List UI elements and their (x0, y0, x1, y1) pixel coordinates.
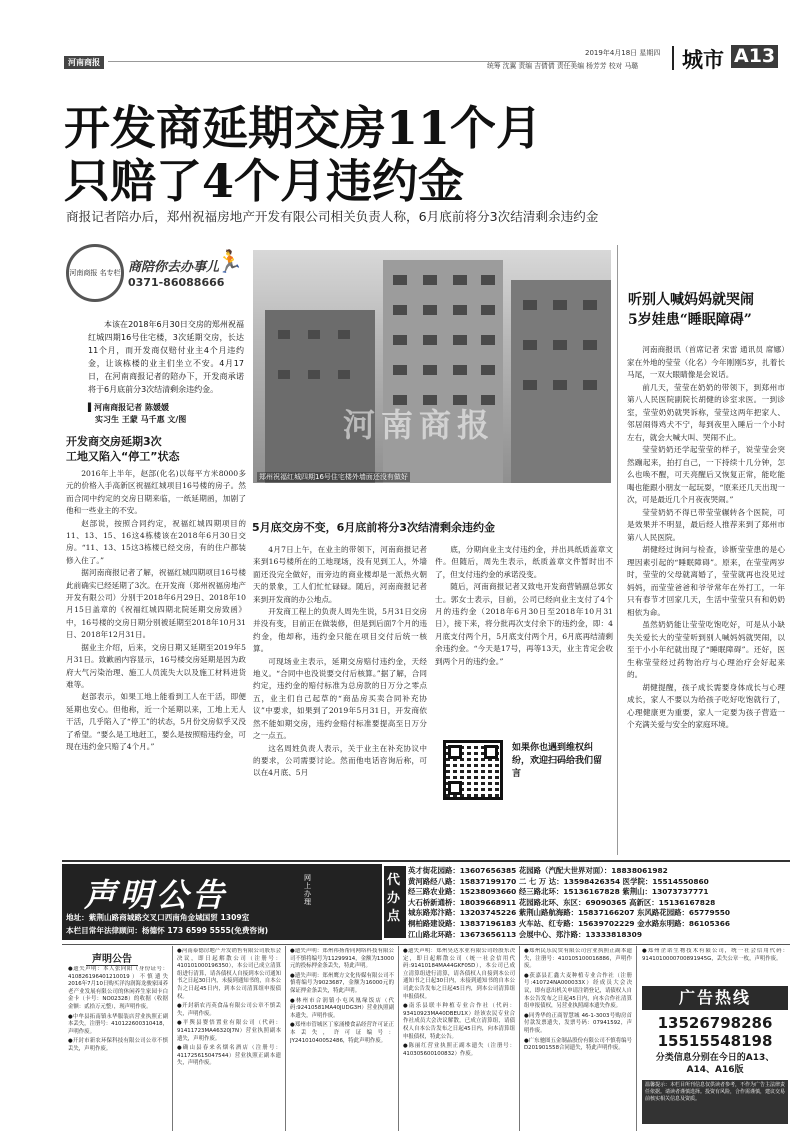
notice-item: ●中牟县拓南镇永华服装店营业执照正副本丢失，注册号：410122600310418，声明作废。 (68, 1013, 168, 1035)
agency-row: 大石桥新通桥：18039668911 花园路北环、东区：69090365 高新区：15136167828 (408, 897, 716, 907)
notice-column-5 (524, 948, 632, 1128)
notice-item: ●确山县春来名烟名酒店（注册号：411725615047544）营业执照正副本遗失，声明作废。 (177, 1045, 281, 1067)
side-headline-1: 听别人喊妈妈就哭闹 (628, 292, 754, 308)
notice-item: ●南乐县联丰种植专业合作社（代码：93410923MA40DBEU1X）经该农民专业合作社成员大会决议解散，已成立清算组，请债权人自本公告发布之日起45日内，向本清算组申报债权，特此公告。 (403, 1003, 515, 1040)
side-para: 胡健经过询问与检查，诊断莹莹患的是心理因素引起的“睡眠障碍”。原来，在莹莹两岁时，莹莹的父母就离婚了，莹莹就再也没见过妈妈，而莹莹爸爸和爷爷常年在外打工，一年只有春节才回家几天，生活中莹莹只有和奶奶相依为命。 (627, 545, 785, 617)
subhead-2: 5月底交房不变，6月底前将分3次结清剩余违约金 (252, 521, 495, 534)
body-column-2 (253, 544, 427, 842)
side-para: 莹莹奶奶不得已带莹莹辗转各个医院，可是效果并不明显，最后经人推荐来到了郑州市第八人民医院。 (627, 507, 785, 542)
side-para: 莹莹奶奶还学起莹莹的样子，说莹莹会突然蹦起来，拍打自己，一下持续十几分钟，怎么也唤不醒，可天亮醒后又恢复正常，能吃能喝也能跟小朋友一起玩耍，“原来还几天出现一次，可是最近几个月夜夜哭闹。” (627, 445, 785, 504)
banner-title: 声明公告 (84, 876, 229, 914)
agency-row: 江山路北环路：13673656113 会展中心、郑汴路：13333818309 (408, 929, 642, 939)
agency-row: 英才街花园路：13607656385 花园路（汽配大世界对面）：18838061982 (408, 866, 668, 875)
banner-sub: 网上办理 (304, 874, 311, 906)
notice-item: ●河南泰德房地产开发销售有限公司股东会决议，即日起解散公司（注册号：410101000196350），本公司已成立清算组进行清算，请各债权人自接到本公司通知书之日起30日内，未接到通知书的，自本公告之日起45日内，到本公司清算组申报债权。 (177, 948, 281, 1000)
agency-listings (408, 866, 792, 940)
agency-row: 经三路农业路：15238093660 经三路北环：15136167828 紫荆山：13073737771 (408, 887, 709, 897)
masthead-logo: 河南商报 (64, 56, 104, 69)
notice-item: ●林州市合润镇小屯风凰缘饭店（代码:92410581MA40JUDG3H）营业执照副本遗失，声明作废。 (290, 997, 394, 1019)
notice-item: ●遗失声明：本人张向阳（身份证号：410826196401210019）不慎遗失2016年7月10日购买洋沟润海龙骏家园养老产业发展有限公司的休闲养生家园卡白金卡（卡号：NO02328）的收据（收据金额：贰拾万元整），现声明作废。 (68, 966, 168, 1010)
agency-row: 黄河路经八路：15837199170 二 七 万 达：13598426354 医学院：15514550860 (408, 876, 709, 886)
header-divider (672, 46, 674, 70)
notice-item: ●郑州民乐民贸有限公司营业执照正副本遗失，注册号：410105100016886，声明作废。 (524, 948, 632, 970)
notice-item: ●郑州企诺生物技术有限公司，统一社会信用代码：9141010000700891945G，丢失公章一枚，声明作废。 (642, 948, 788, 962)
side-para: 前几天，莹莹在奶奶的带领下，到郑州市第八人民医院副院长胡健的诊室求医。一到诊室，莹莹奶奶就哭诉称，莹莹这两年把家人、邻居闹得鸡犬不宁，每到夜里入睡后一个小时左右，就会大喊大叫、哭闹不止。 (627, 382, 785, 442)
notice-item: ●开封市新农环保科技有限公司公章不慎丢失，声明作废。 (68, 1038, 168, 1052)
notice-column-4 (403, 948, 515, 1128)
notice-item: ●开封新农丙英食品有限公司公章不慎丢失，声明作废。 (177, 1003, 281, 1017)
notice-item: ●郑州市管城区丁家涌楼食品经营许可证正本丢失，许可证编号：JY24101040052486，特此声明作废。 (290, 1022, 394, 1044)
notice-banner (62, 864, 382, 940)
headline-line-2: 只赔了4个月违约金 (64, 154, 465, 208)
notice-divider (519, 946, 520, 1131)
section-name: 城市 (682, 48, 724, 72)
col1-para: 赵部说，按照合同约定，祝福红城四期项目的11、13、15、16这4栋楼该在2018年6月30日交房。“11、13、15这3栋楼已经交房，有的住户都装修入住了。” (66, 518, 246, 565)
badge-phone: 0371-86088666 (128, 276, 225, 289)
col3-para: 随后，河南商报记者又致电开发商营销副总郭女士。郭女士表示，目前，公司已经向业主支付了4个月的违约金（2018年6月30日至2018年10月31日），接下来，将分批再次支付余下的违约金，即：4月底支付两个月，5月底支付两个月，6月底再结清剩余违约金。“今天是17号，再等13天，业主肯定会收到两个月的违约金。” (435, 582, 613, 666)
column-badge (66, 244, 250, 308)
subhead-1-line-b: 工地又陷入“停工”状态 (66, 450, 180, 463)
body-column-1 (66, 468, 246, 853)
col2-para: 4月7日上午，在业主的带领下，河南商报记者来到16号楼所在的工地现场，没有见到工人，外墙面还没完全做好，而旁边的商业楼却是一派热火朝天的景象，工人们忙忙碌碌。随后，河南商报记者来到开发商的办公地点。 (253, 545, 427, 604)
photo-watermark: 河南商报 (343, 406, 496, 444)
side-para: 虽然奶奶能让莹莹吃饱吃好，可是从小缺失关爱长大的莹莹听到别人喊妈妈就哭闹，以至于小小年纪就出现了“睡眠障碍”。还好，医生称莹莹经过药物治疗与心理治疗会好起来的。 (627, 620, 785, 679)
badge-title: 商陪你去办事儿 (128, 260, 220, 275)
side-headline-2: 5岁娃患“睡眠障碍” (628, 312, 752, 328)
banner-address: 地址：紫荆山路商城路交叉口西南角金城国贸 1309室 (66, 913, 250, 922)
side-para: 河南商报讯（首席记者 宋雷 通讯员 席娜）家在外地的莹莹（化名）今年刚刚5岁，扎着长马尾，一双大眼睛像是会说话。 (627, 345, 785, 379)
col2-para: 这名周姓负责人表示，关于业主在补充协议中的要求，公司需要讨论。然而他电话咨询后称，可以在4月底、5月 (253, 743, 427, 778)
ad-phone-1: 13526798286 (657, 1014, 773, 1032)
notice-item: ●遗失声明：郑州昊达水业有限公司经股东决定，即日起解散公司（统一社会信用代码:91410184MA44GKF05D），本公司已成立清算组进行清算，请各债权人自接到本公司通知书之日起30日内，未接到通知书的自本公司此公告发布之日起45日内，到本公司清算组申报债权。 (403, 948, 515, 1000)
body-column-3 (435, 544, 613, 734)
col1-para: 赵部表示，如果工地上能看到工人在干活，即便延期也安心。但他称，近一个延期以来，工地上无人干活，几乎陷入了“停工”的状态，5月份交房似乎又没了希望。“要么是工地赶工，要么是按照赔违约金，可现在违约金只赔了4个月。” (66, 692, 246, 751)
byline-reporter: ▌河南商报记者 陈媛媛 (88, 403, 169, 412)
notice-item: ●遗失声明：郑州鹰方文化传媒有限公司不慎将编号为9023687，金额为16000元的保证押金条丢失，特此声明。 (290, 972, 394, 994)
col3-para: 底，分期向业主支付违约金，并出具纸质盖章文件。但随后，周先生表示，纸质盖章文件暂时出不了，但支付违约金的承诺没变。 (435, 545, 613, 579)
qr-code[interactable] (443, 740, 503, 800)
notice-item: ●获嘉县汇鑫大麦种植专业合作社（注册号:410724NA000033X）经成员大会决议，即有意出机关申请注销登记，请债权人自本公告发布之日起45日内，向本合作社清算组申报债权，另营业执照副本遗失作废。 (524, 972, 632, 1010)
page-header (0, 0, 800, 80)
notice-column-3 (290, 948, 394, 1128)
ad-categories: 分类信息分别在今日的A13、A14、A16版 (655, 1053, 775, 1075)
notice-item: ●平舆县婴悟置业有限公司（代码：91411723MA46320J7N）营业执照副本遗失，声明作废。 (177, 1020, 281, 1042)
ad-hotline-box (642, 986, 788, 1128)
notice-column-1 (68, 966, 168, 1128)
subhead-1-line-a: 开发商交房延期3次 (66, 435, 162, 448)
notice-divider (285, 946, 286, 1131)
photo-caption: 郑州祝福红城四期16号住宅楼外墙面还没有做好 (259, 473, 408, 481)
subhead-1 (66, 434, 179, 464)
notices-rule (62, 944, 790, 945)
notice-column-6 (642, 948, 788, 984)
lead-paragraph: 本该在2018年6月30日交房的郑州祝福红城四期16号住宅楼，3次延期交房，长达11个月，而开发商仅赔付业主4个月违约金，让该栋楼的业主们坐立不安。4月17日，在河南商报记者的陪办下，开发商承诺将于6月底前分3次结清剩余违约金。 (88, 320, 244, 394)
qr-prompt: 如果你也遇到维权纠纷，欢迎扫码给我们留言 (512, 743, 603, 779)
main-headline (64, 102, 542, 208)
notice-divider (636, 946, 637, 1131)
col1-para: 据业主介绍，后来，交房日期又延期至2019年5月31日。致歉函内容显示，16号楼交房延期是因为政府大气污染治理、施工人员流失大以及施工材料进货难等。 (66, 642, 246, 689)
col2-para: 开发商工程上的负责人周先生说，5月31日交房并没有变，目前正在做装修，但是到后面7个月的违约金，他却称，违约金只能在项目交付后统一核算。 (253, 607, 427, 654)
classifieds-top-rule (62, 860, 790, 862)
agency-row: 城东路郑汴路：13203745226 紫荆山路航海路：15837166207 东风路花园路：65779550 (408, 908, 731, 918)
badge-top-text: 河南商报 名专栏 (69, 268, 121, 277)
notice-divider (398, 946, 399, 1131)
deck: 商报记者陪办后，郑州祝福房地产开发有限公司相关负责人称，6月底前将分3次结清剩余违约金 (66, 209, 599, 224)
byline-interns: 实习生 王蒙 马千惠 文/图 (95, 415, 187, 424)
side-body (627, 344, 785, 854)
ad-hotline-title: 广告热线 (642, 986, 788, 1010)
ad-disclaimer: 温馨提示：本栏目所刊信息仅供读者参考，不作为广告主法律责任依据。请读者谨慎选择。投资有风险，合作需谨慎，建议交易前核实相关信息及资质。 (642, 1080, 788, 1124)
side-para: 胡健提醒，孩子成长需要身体成长与心理成长，家人不要以为给孩子吃好吃饱就行了，心理健康更为重要，家人一定要为孩子营造一个充满关爱与安全的家庭环境。 (627, 682, 785, 729)
agency-label: 代办点 (384, 866, 406, 938)
banner-hours: 本栏目常年法律顾问：杨德怀 173 6599 5555(免费咨询) (66, 926, 269, 935)
agency-row: 桐柏路建设路：13837196183 火车站、红专路：15639702229 金水路东明路：86105366 (408, 918, 731, 928)
runner-icon: 🏃 (216, 250, 244, 275)
notice-item: ●陈丽红营业执照正副本遗失（注册号：410305600100832）作废。 (403, 1043, 515, 1057)
side-divider (617, 245, 618, 855)
ad-phone-2: 15515548198 (657, 1032, 773, 1050)
notice-divider (172, 946, 173, 1131)
side-headline (628, 290, 754, 330)
building-illustration (253, 250, 611, 483)
badge-circle (66, 244, 124, 302)
notice-item: ●广东驰图五金制品股份有限公司不慎将编号D201901558合同遗失，特此声明作废。 (524, 1037, 632, 1052)
col1-para: 2016年上半年，赵部(化名)以每平方米8000多元的价格入手高新区祝福红城项目16号楼的房子。然而合同中约定的交房日期来临，一纸延期函，加剧了他和一些业主的不安。 (66, 469, 246, 516)
issue-date: 2019年4月18日 星期四 (585, 49, 661, 57)
col2-para: 可现场业主表示，延期交房赔付违约金，天经地义。“合同中也没说要交付后核算。”据了解，合同约定，违约金的赔付标准为总房款的日万分之零点五，业主们自己起草的“商品房买卖合同补充协议”中要求，如果到了2019年5月31日，开发商依然不能如期交房，违约金赔付标准要提高至日万分之一点五。 (253, 656, 427, 741)
notice-heading: 声明公告 (86, 950, 138, 966)
headline-line-1: 开发商延期交房11个月 (64, 101, 543, 155)
page-number: A13 (731, 45, 778, 68)
col1-para: 据河南商报记者了解，祝福红城四期项目16号楼此前确实已经延期了3次。在开发商（郑州祝福房地产开发有限公司）分别于2018年6月29日、2018年10月15日盖章的《祝福红城四期北院延期交房致函》中，16号楼的交房日期分别被延期至2018年10月31日、2018年12月31日。 (66, 568, 246, 640)
notice-item: ●同秀华的正商智慧城 46-1-3003号购房首付款发票遗失，发票号码：07941592，声明作废。 (524, 1012, 632, 1034)
editor-credits: 统筹 沈翼 责编 吉倩倩 责任美编 杨芳芳 校对 马璐 (487, 62, 639, 70)
notice-column-2 (177, 948, 281, 1128)
article-photo (253, 250, 611, 483)
notice-item: ●遗失声明：郑州祎扬帮同网络科技有限公司不慎将编号为11299914，金额为13000元的投标押金条丢失，特此声明。 (290, 948, 394, 970)
byline (88, 402, 186, 426)
